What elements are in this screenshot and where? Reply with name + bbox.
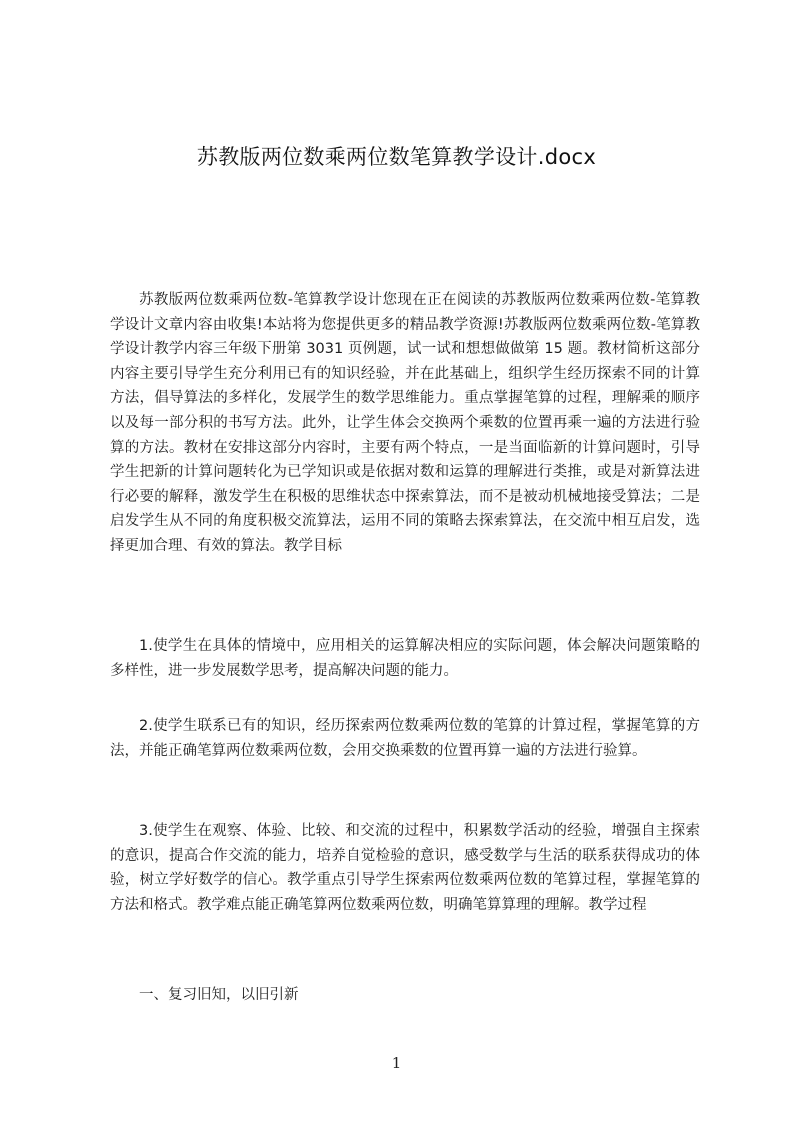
section-heading: 一、复习旧知，以旧引新 [139,987,299,1003]
paragraph-goal-2: 2.使学生联系已有的知识，经历探索两位数乘两位数的笔算的计算过程，掌握笔算的方法，并能正确笔算两位数乘两位数，会用交换乘数的位置再算一遍的方法进行验算。 [110,718,700,759]
page-number: 1 [391,1054,402,1072]
paragraph-goal-1: 1.使学生在具体的情境中，应用相关的运算解决相应的实际问题，体会解决问题策略的多样性，进一步发展数学思考，提高解决问题的能力。 [110,638,700,679]
paragraph-goal-3: 3.使学生在观察、体验、比较、和交流的过程中，积累数学活动的经验，增强自主探索的意识，提高合作交流的能力，培养自觉检验的意识，感受数学与生活的联系获得成功的体验，树立学好数学的信心。教学重点引导学生探索两位数乘两位数的笔算过程，掌握笔算的方法和格式。教学难点能正确笔算两位数乘两位数，明确笔算算理的理解。教学过程 [110,823,700,913]
document-title: 苏教版两位数乘两位数笔算教学设计.docx [196,145,597,169]
paragraph-intro: 苏教版两位数乘两位数-笔算教学设计您现在正在阅读的苏教版两位数乘两位数-笔算教学设计文章内容由收集!本站将为您提供更多的精品教学资源!苏教版两位数乘两位数-笔算教学设计教学内容三年级下册第 3031 页例题，试一试和想想做做第 15 题。教材简析这部分内容主要引导学生充分利用已有的知识经验，并在此基础上，组织学生经历探索不同的计算方法，倡导算法的多样化，发展学生的数学思维能力。重点掌握笔算的过程，理解乘的顺序以及每一部分积的书写方法。此外，让学生体会交换两个乘数的位置再乘一遍的方法进行验算的方法。教材在安排这部分内容时，主要有两个特点，一是当面临新的计算问题时，引导学生把新的计算问题转化为已学知识或是依据对数和运算的理解进行类推，或是对新算法进行必要的解释，激发学生在积极的思维状态中探索算法，而不是被动机械地接受算法；二是启发学生从不同的角度积极交流算法，运用不同的策略去探索算法，在交流中相互启发，选择更加合理、有效的算法。教学目标 [110,292,700,554]
